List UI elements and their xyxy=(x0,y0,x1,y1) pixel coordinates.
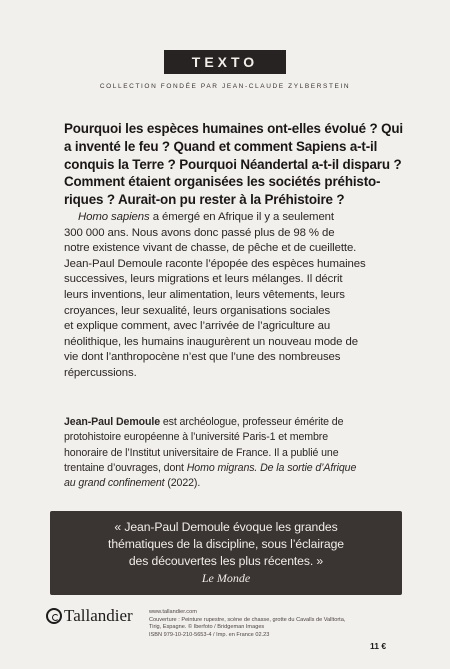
species-name: Homo sapiens xyxy=(78,211,150,223)
publisher-logo xyxy=(46,606,133,626)
quote-line: thématiques de la discipline, sous l’éclairage xyxy=(108,537,344,551)
intro-questions xyxy=(64,120,403,209)
bio-line xyxy=(64,476,386,491)
publisher-name: Tallandier xyxy=(64,606,133,625)
bio-line: protohistoire européenne à l’université Paris-1 et membre xyxy=(64,431,328,444)
cover-credit: Couverture : Peinture rupestre, scène de chasse, grotte du Cavalls de Valltorta, xyxy=(149,616,346,623)
blurb-line: croyances, leur sexualité, leurs organisations sociales xyxy=(64,304,331,317)
quote-source: Le Monde xyxy=(201,571,251,585)
blurb-first-line-rest: a émergé en Afrique il y a seulement xyxy=(149,211,334,223)
intro-line: conquis la Terre ? Pourquoi Néandertal a-t-il disparu ? xyxy=(64,156,402,172)
intro-line: Pourquoi les espèces humaines ont-elles évolué ? Qui xyxy=(64,121,403,136)
blurb-line: vie dont l’anthropocène n’est que l’une des nombreuses xyxy=(64,351,341,364)
isbn-line: ISBN 979-10-210-5653-4 / Imp. en France 02.23 xyxy=(149,631,270,638)
quote-line: des découvertes les plus récentes. » xyxy=(128,554,324,568)
book-title: Homo migrans. De la sortie d’Afrique xyxy=(186,461,357,474)
collection-line: COLLECTION FONDÉE PAR JEAN-CLAUDE ZYLBERSTEIN xyxy=(99,83,351,90)
blurb-line: leurs inventions, leur alimentation, leurs vêtements, leurs xyxy=(64,288,345,301)
blurb-line: répercussions. xyxy=(64,366,137,379)
press-quote xyxy=(50,511,402,595)
bio-line-1-rest: est archéologue, professeur émérite de xyxy=(160,416,344,428)
publisher-url: www.tallandier.com xyxy=(149,609,197,615)
blurb-line: 300 000 ans. Nous avons donc passé plus de 98 % de xyxy=(64,226,335,239)
bio-line: honoraire de l’Institut universitaire de France. Il a publié une xyxy=(64,446,339,459)
series-logo: TEXTO xyxy=(164,50,286,74)
blurb-line: et explique comment, avec l’arrivée de l’agriculture au xyxy=(64,320,331,333)
bio-line xyxy=(64,461,386,476)
blurb-line: néolithique, les humains inaugurèrent un nouveau mode de xyxy=(64,335,358,348)
cover-credit: Tirig, Espagne. © Iberfoto / Bridgeman Images xyxy=(149,624,265,631)
bio-line-5-rest: (2022). xyxy=(164,477,201,490)
quote-line: « Jean-Paul Demoule évoque les grandes xyxy=(114,520,338,534)
blurb-line: notre existence vivant de chasse, de pêche et de cueillette. xyxy=(64,242,357,255)
author-bio xyxy=(64,415,386,491)
blurb-first-line xyxy=(64,210,386,226)
intro-line: a inventé le feu ? Quand et comment Sapiens a-t-il xyxy=(64,138,378,154)
book-title-cont: au grand confinement xyxy=(64,477,165,490)
blurb-line: successives, leurs migrations et leurs mélanges. Il décrit xyxy=(64,273,343,286)
blurb-line: Jean-Paul Demoule raconte l’épopée des espèces humaines xyxy=(64,257,366,270)
intro-line: riques ? Aurait-on pu rester à la Préhistoire ? xyxy=(64,192,345,208)
blurb-paragraph xyxy=(64,210,386,382)
author-name: Jean-Paul Demoule xyxy=(64,416,161,428)
price-label: 11 € xyxy=(370,641,387,651)
credits-block xyxy=(149,609,349,639)
bio-line-4-pre: trentaine d’ouvrages, dont xyxy=(64,461,187,474)
bio-line xyxy=(64,415,386,430)
intro-line: Comment étaient organisées les sociétés préhisto- xyxy=(64,174,381,190)
tallandier-logo-icon xyxy=(46,608,62,624)
